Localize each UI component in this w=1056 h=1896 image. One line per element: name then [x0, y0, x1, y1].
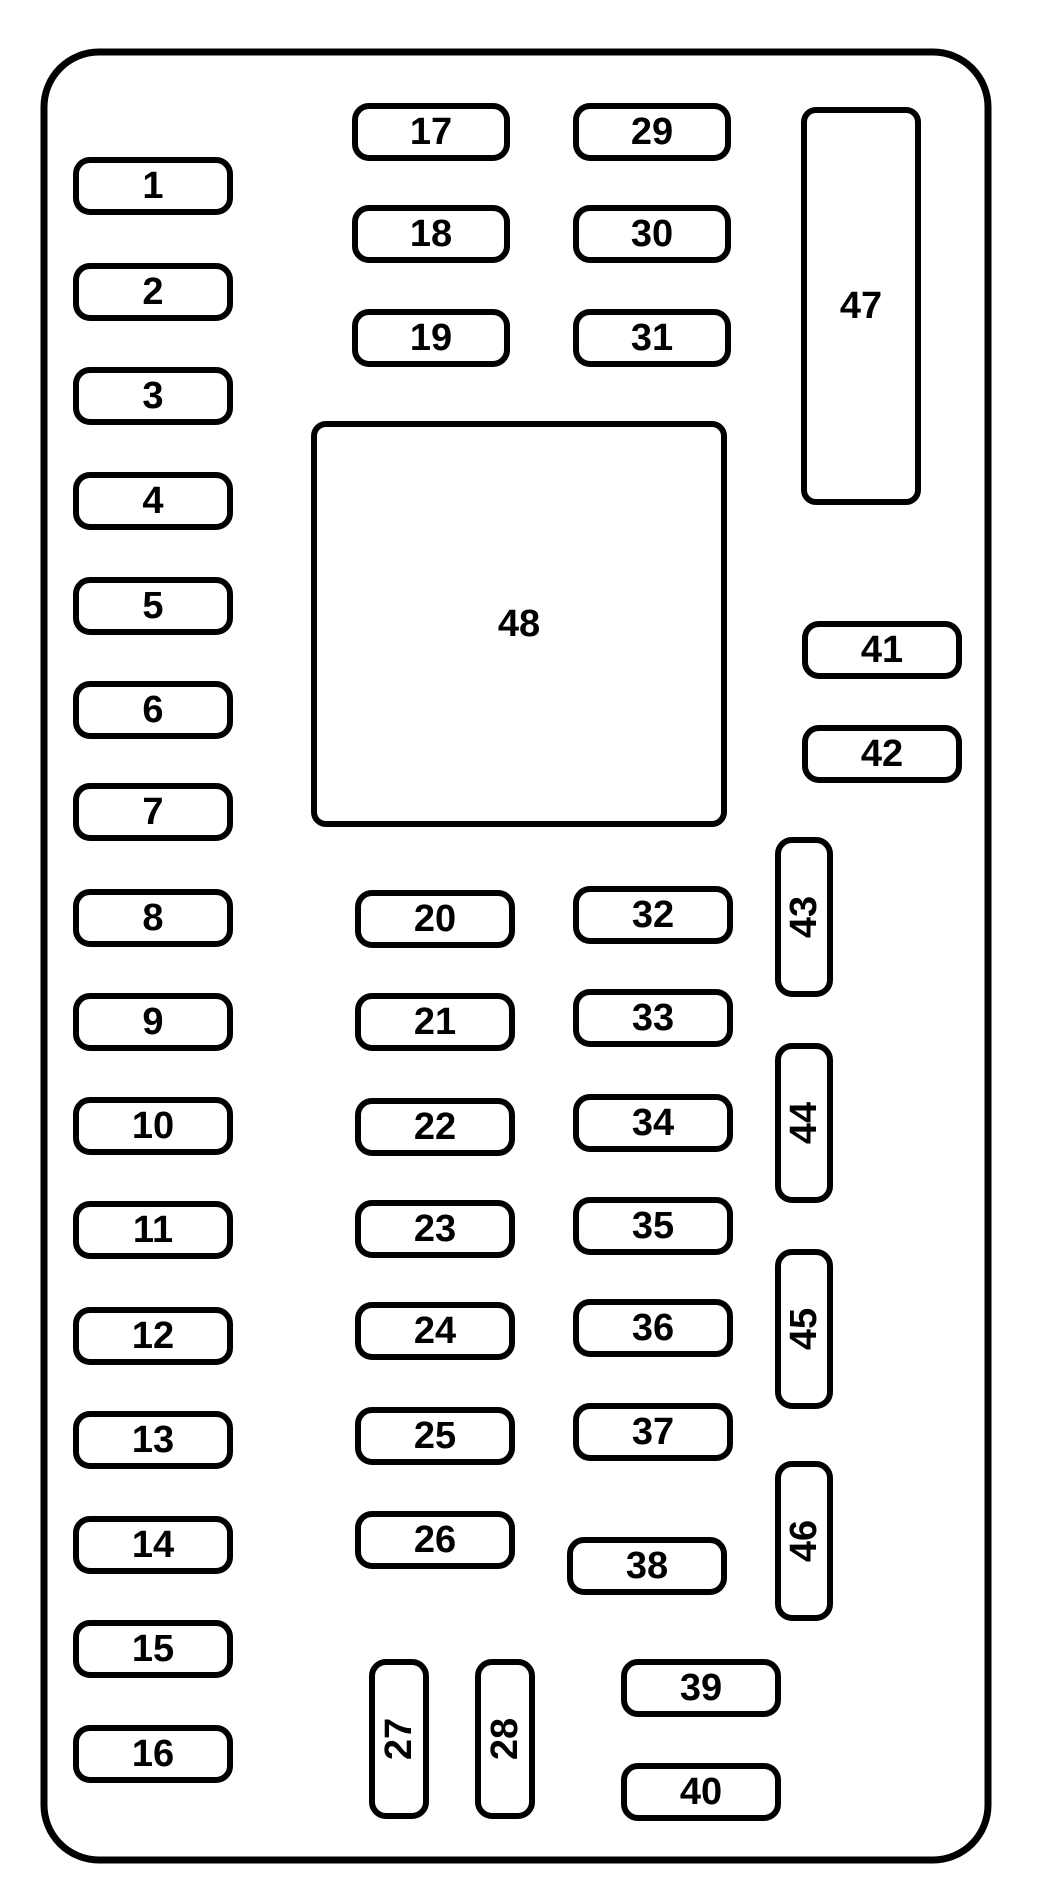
fuse-8: [76, 892, 230, 944]
fuse-8-label: 8: [142, 897, 164, 939]
fuse-44: [778, 1046, 830, 1200]
fuse-37: [576, 1406, 730, 1458]
fuse-42-label: 42: [860, 733, 904, 775]
fuse-9: [76, 996, 230, 1048]
fuse-20: [358, 893, 512, 945]
fuse-11: [76, 1204, 230, 1256]
fuse-3-label: 3: [142, 375, 164, 417]
fuse-15-label: 15: [131, 1628, 175, 1670]
fuse-34-label: 34: [631, 1102, 675, 1144]
fuse-13: [76, 1414, 230, 1466]
fuse-19-label: 19: [409, 317, 453, 359]
fuse-27-label: 27: [378, 1717, 420, 1761]
fuse-45: [778, 1252, 830, 1406]
fuse-9-label: 9: [142, 1001, 164, 1043]
fuse-4: [76, 475, 230, 527]
fuse-48-label: 48: [497, 603, 541, 645]
fuse-28-label: 28: [484, 1717, 526, 1761]
fuse-43: [778, 840, 830, 994]
fuse-21-label: 21: [413, 1001, 457, 1043]
fuse-1: [76, 160, 230, 212]
fuse-33: [576, 992, 730, 1044]
fuse-29-label: 29: [630, 111, 674, 153]
fuse-20-label: 20: [413, 898, 457, 940]
fuse-34: [576, 1097, 730, 1149]
fuse-37-label: 37: [631, 1411, 675, 1453]
fuse-18-label: 18: [409, 213, 453, 255]
fuse-32: [576, 889, 730, 941]
fuse-24-label: 24: [413, 1310, 457, 1352]
fuse-5: [76, 580, 230, 632]
fuse-1-label: 1: [142, 165, 164, 207]
fuse-25-label: 25: [413, 1415, 457, 1457]
fuse-24: [358, 1305, 512, 1357]
fuse-32-label: 32: [631, 894, 675, 936]
fuse-41-label: 41: [860, 629, 904, 671]
fuse-27: [372, 1662, 426, 1816]
fuse-31-label: 31: [630, 317, 674, 359]
fuse-12-label: 12: [131, 1315, 175, 1357]
fuse-3: [76, 370, 230, 422]
fuse-25: [358, 1410, 512, 1462]
fuse-15: [76, 1623, 230, 1675]
fuse-2-label: 2: [142, 271, 164, 313]
fuse-5-label: 5: [142, 585, 164, 627]
fuse-29: [576, 106, 728, 158]
fuse-39-label: 39: [679, 1667, 723, 1709]
fuse-44-label: 44: [783, 1101, 825, 1145]
fuse-31: [576, 312, 728, 364]
fuse-7-label: 7: [142, 791, 164, 833]
fuse-10-label: 10: [131, 1105, 175, 1147]
fuse-42: [805, 728, 959, 780]
fuse-38: [570, 1540, 724, 1592]
fuse-30: [576, 208, 728, 260]
fuse-36: [576, 1302, 730, 1354]
fuse-2: [76, 266, 230, 318]
fuse-14: [76, 1519, 230, 1571]
fuse-4-label: 4: [142, 480, 164, 522]
fuse-14-label: 14: [131, 1524, 175, 1566]
fuse-43-label: 43: [783, 895, 825, 939]
fuse-46: [778, 1464, 830, 1618]
fuse-23-label: 23: [413, 1208, 457, 1250]
fuse-26: [358, 1514, 512, 1566]
fuse-35: [576, 1200, 730, 1252]
fuse-6-label: 6: [142, 689, 164, 731]
fuse-39: [624, 1662, 778, 1714]
fuse-47: [804, 110, 918, 502]
fuse-45-label: 45: [783, 1307, 825, 1351]
fuse-33-label: 33: [631, 997, 675, 1039]
fuse-16-label: 16: [131, 1733, 175, 1775]
fuse-17: [355, 106, 507, 158]
fuse-22-label: 22: [413, 1106, 457, 1148]
fuse-12: [76, 1310, 230, 1362]
fuse-23: [358, 1203, 512, 1255]
fuse-40: [624, 1766, 778, 1818]
fuse-7: [76, 786, 230, 838]
fuse-10: [76, 1100, 230, 1152]
fuse-28: [478, 1662, 532, 1816]
fuse-47-label: 47: [839, 285, 883, 327]
fuse-16: [76, 1728, 230, 1780]
fuse-41: [805, 624, 959, 676]
fuse-35-label: 35: [631, 1205, 675, 1247]
fuse-30-label: 30: [630, 213, 674, 255]
fuse-21: [358, 996, 512, 1048]
fuse-22: [358, 1101, 512, 1153]
fuse-38-label: 38: [625, 1545, 669, 1587]
fuse-11-label: 11: [132, 1209, 174, 1251]
fuse-36-label: 36: [631, 1307, 675, 1349]
fuse-6: [76, 684, 230, 736]
fuse-13-label: 13: [131, 1419, 175, 1461]
fuse-48: [314, 424, 724, 824]
fuse-26-label: 26: [413, 1519, 457, 1561]
fuse-19: [355, 312, 507, 364]
fuse-17-label: 17: [409, 111, 453, 153]
fuse-40-label: 40: [679, 1771, 723, 1813]
fuse-18: [355, 208, 507, 260]
fuse-46-label: 46: [783, 1519, 825, 1563]
